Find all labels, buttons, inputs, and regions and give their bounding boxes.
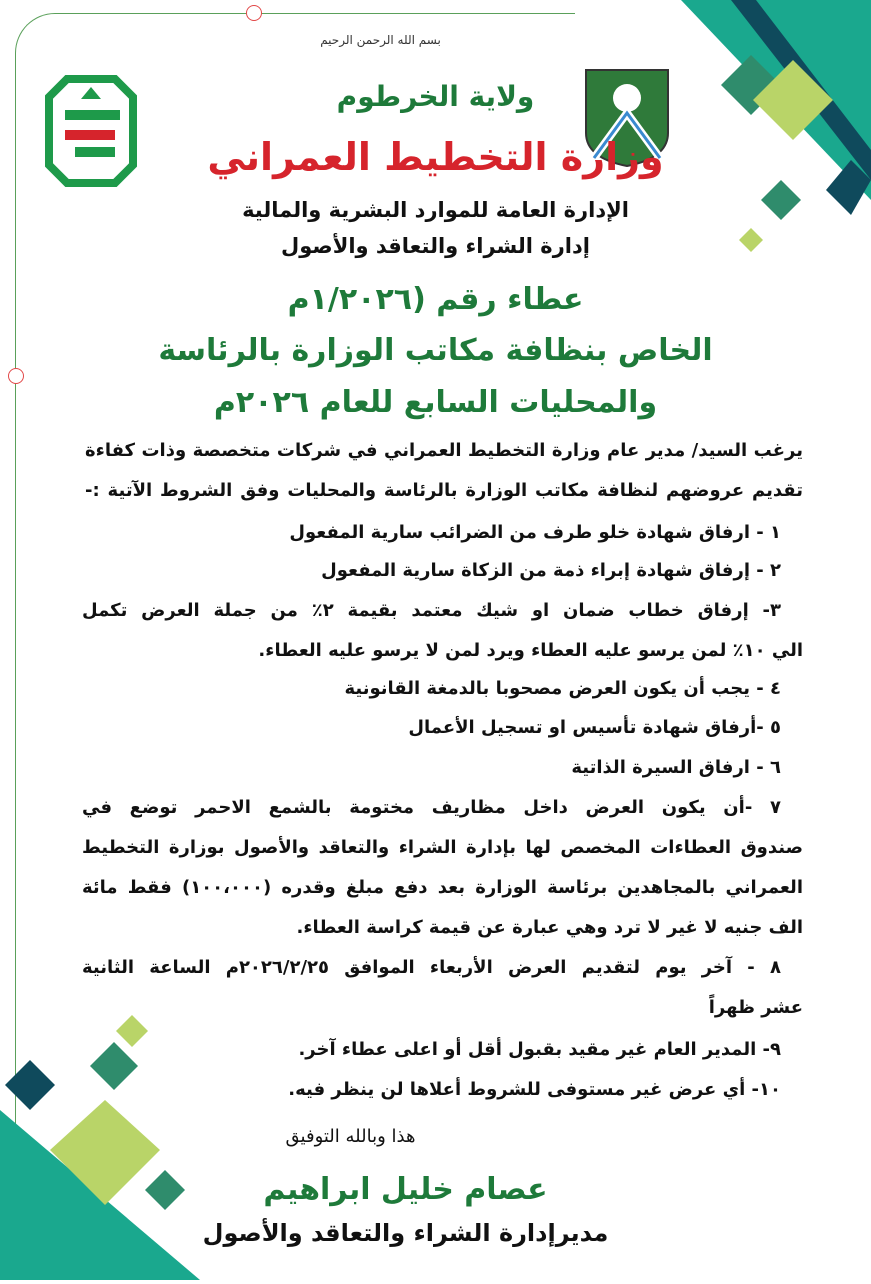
tender-subject-cont: والمحليات السابع للعام ٢٠٢٦م: [213, 385, 658, 420]
signatory-position: مديرإدارة الشراء والتعاقد والأصول: [202, 1219, 609, 1247]
condition-7-cont: الف جنيه لا غير لا ترد وهي عبارة عن قيمة كراسة العطاء.: [296, 917, 803, 938]
condition-9: ٩- المدير العام غير مقيد بقبول أقل أو اعلى عطاء آخر.: [298, 1039, 781, 1060]
intro-line: تقديم عروضهم لنظافة مكاتب الوزارة بالرئاسة والمحليات وفق الشروط الآتية :-: [85, 480, 803, 501]
unit-name: إدارة الشراء والتعاقد والأصول: [281, 234, 590, 258]
condition-7: ٧ -أن يكون العرض داخل مظاريف مختومة بالشمع الاحمر توضع في: [82, 797, 781, 818]
tender-number: عطاء رقم (١/٢٠٢٦م: [287, 282, 584, 317]
border-ring: [8, 368, 24, 384]
condition-7-cont: صندوق العطاءات المخصص لها بإدارة الشراء والتعاقد والأصول بوزارة التخطيط: [82, 837, 803, 858]
signatory-name: عصام خليل ابراهيم: [263, 1172, 548, 1207]
condition-6: ٦ - ارفاق السيرة الذاتية: [571, 757, 781, 778]
condition-2: ٢ - إرفاق شهادة إبراء ذمة من الزكاة سارية المفعول: [321, 560, 781, 581]
condition-1: ١ - ارفاق شهادة خلو طرف من الضرائب سارية المفعول: [289, 522, 781, 543]
condition-8-cont: عشر ظهراً: [708, 997, 803, 1018]
border-ring: [246, 5, 262, 21]
condition-10: ١٠- أي عرض غير مستوفى للشروط أعلاها لن ينظر فيه.: [288, 1079, 781, 1100]
condition-5: ٥ -أرفاق شهادة تأسيس او تسجيل الأعمال: [408, 717, 781, 738]
tender-subject: الخاص بنظافة مكاتب الوزارة بالرئاسة: [158, 333, 713, 368]
condition-8: ٨ - آخر يوم لتقديم العرض الأربعاء الموافق ٢٠٢٦/٢/٢٥م الساعة الثانية: [82, 957, 782, 978]
condition-3-cont: الي ١٠٪ لمن يرسو عليه العطاء ويرد لمن لا يرسو عليه العطاء.: [258, 640, 803, 661]
condition-7-cont: العمراني بالمجاهدين برئاسة الوزارة بعد دفع مبلغ وقدره (١٠٠،٠٠٠) فقط مائة: [82, 877, 803, 898]
state-name: ولاية الخرطوم: [336, 80, 535, 113]
department-name: الإدارة العامة للموارد البشرية والمالية: [242, 198, 629, 222]
condition-3: ٣- إرفاق خطاب ضمان او شيك معتمد بقيمة ٢٪ من جملة العرض تكمل: [82, 600, 782, 621]
condition-4: ٤ - يجب أن يكون العرض مصحوبا بالدمغة القانونية: [344, 678, 781, 699]
ministry-name: وزارة التخطيط العمراني: [207, 135, 664, 179]
intro-line: يرغب السيد/ مدير عام وزارة التخطيط العمراني في شركات متخصصة وذات كفاءة: [85, 440, 803, 461]
basmala: بسم الله الرحمن الرحيم: [320, 33, 441, 47]
closing: هذا وبالله التوفيق: [285, 1126, 416, 1147]
